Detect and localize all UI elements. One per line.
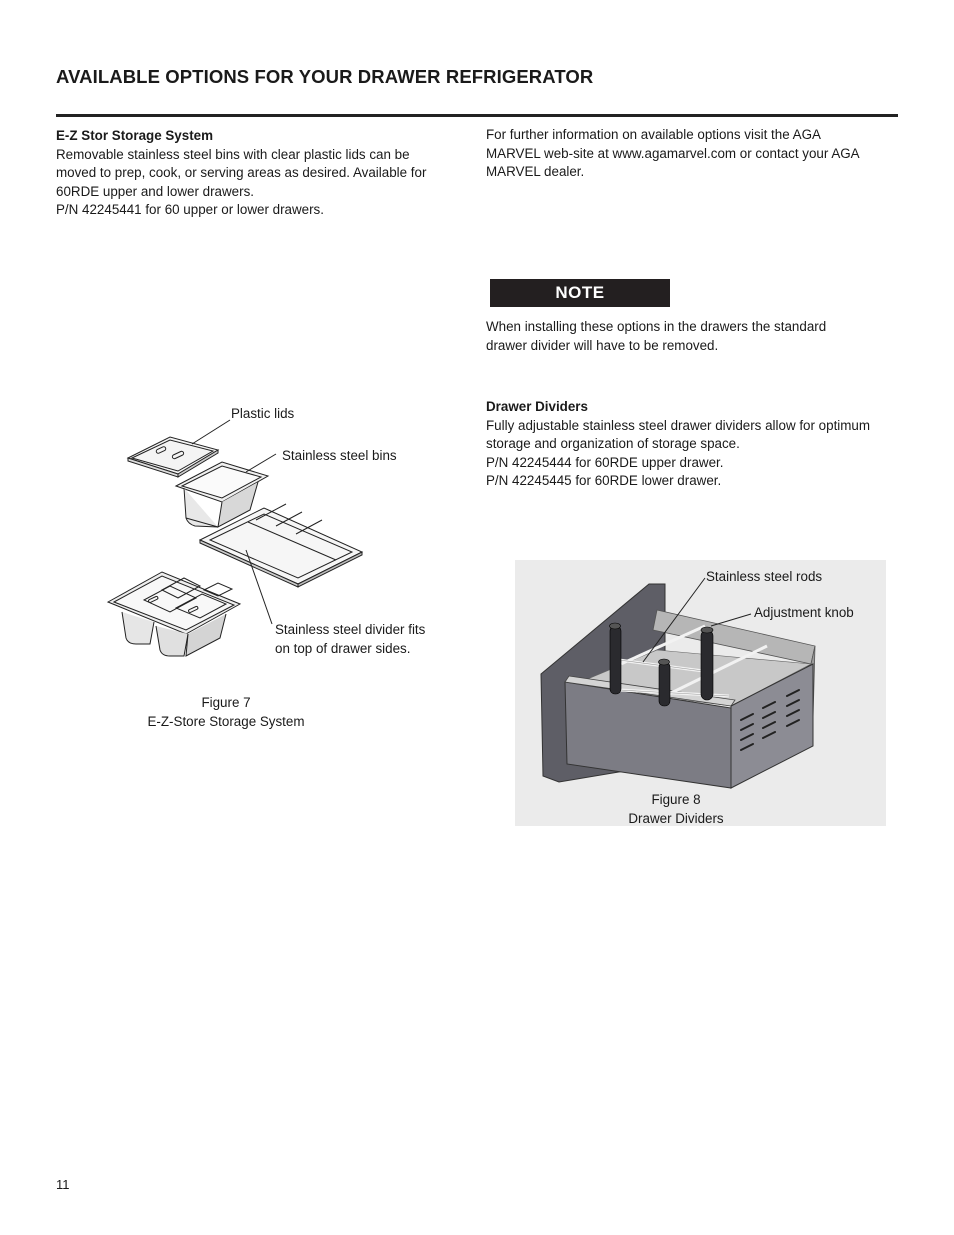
bins-leader-line: [246, 454, 276, 472]
note-line-1: When installing these options in the drawers the standard: [486, 319, 827, 334]
figure7-caption: [126, 694, 326, 731]
further-info-line-2: MARVEL web-site at www.agamarvel.com or contact your AGA: [486, 145, 860, 161]
callout-divider-line-1: Stainless steel divider fits: [275, 622, 426, 637]
ez-stor-line-1: Removable stainless steel bins with clear plastic lids can be: [56, 146, 410, 162]
figure8-illustration: [515, 560, 886, 826]
callout-divider-line-2: on top of drawer sides.: [275, 640, 411, 656]
figure8-caption: [576, 791, 776, 828]
page-title: AVAILABLE OPTIONS FOR YOUR DRAWER REFRIGERATOR: [56, 66, 594, 87]
drawer-dividers-line-3: P/N 42245444 for 60RDE upper drawer.: [486, 454, 724, 470]
drawer-dividers-line-4: P/N 42245445 for 60RDE lower drawer.: [486, 473, 722, 489]
callout-divider: [275, 621, 425, 658]
figure8-caption-label: Figure 8: [651, 792, 701, 807]
figure7-caption-label: Figure 7: [201, 695, 251, 710]
drawer-dividers-line-2: storage and organization of storage space.: [486, 436, 740, 452]
page-number: 11: [56, 1177, 70, 1192]
note-text: [486, 318, 896, 355]
assembled-set-shape: [108, 572, 240, 656]
ez-stor-line-4: P/N 42245441 for 60 upper or lower drawers.: [56, 202, 324, 218]
callout-steel-rods: Stainless steel rods: [706, 569, 823, 584]
drawer-dividers-section: [486, 398, 906, 491]
figure8-caption-title: Drawer Dividers: [628, 810, 724, 826]
lids-leader-line: [192, 420, 230, 444]
further-info-line-3: MARVEL dealer.: [486, 164, 585, 180]
note-line-2: drawer divider will have to be removed.: [486, 337, 719, 353]
drawer-dividers-heading: Drawer Dividers: [486, 399, 588, 414]
callout-steel-bins: Stainless steel bins: [282, 448, 397, 463]
further-info-section: [486, 126, 896, 182]
ez-stor-section: [56, 127, 466, 220]
ez-stor-line-2: moved to prep, cook, or serving areas as desired. Available for: [56, 165, 427, 181]
callout-adjustment-knob: Adjustment knob: [754, 605, 854, 620]
ez-stor-line-3: 60RDE upper and lower drawers.: [56, 183, 254, 199]
callout-plastic-lids: Plastic lids: [231, 406, 295, 421]
title-divider: [56, 114, 898, 117]
figure7-caption-title: E-Z-Store Storage System: [147, 713, 305, 729]
knob-leader-line: [711, 614, 751, 626]
ez-stor-heading: E-Z Stor Storage System: [56, 128, 214, 143]
note-badge: NOTE: [490, 279, 670, 307]
drawer-dividers-line-1: Fully adjustable stainless steel drawer dividers allow for optimum: [486, 417, 871, 433]
further-info-line-1: For further information on available options visit the AGA: [486, 127, 821, 142]
